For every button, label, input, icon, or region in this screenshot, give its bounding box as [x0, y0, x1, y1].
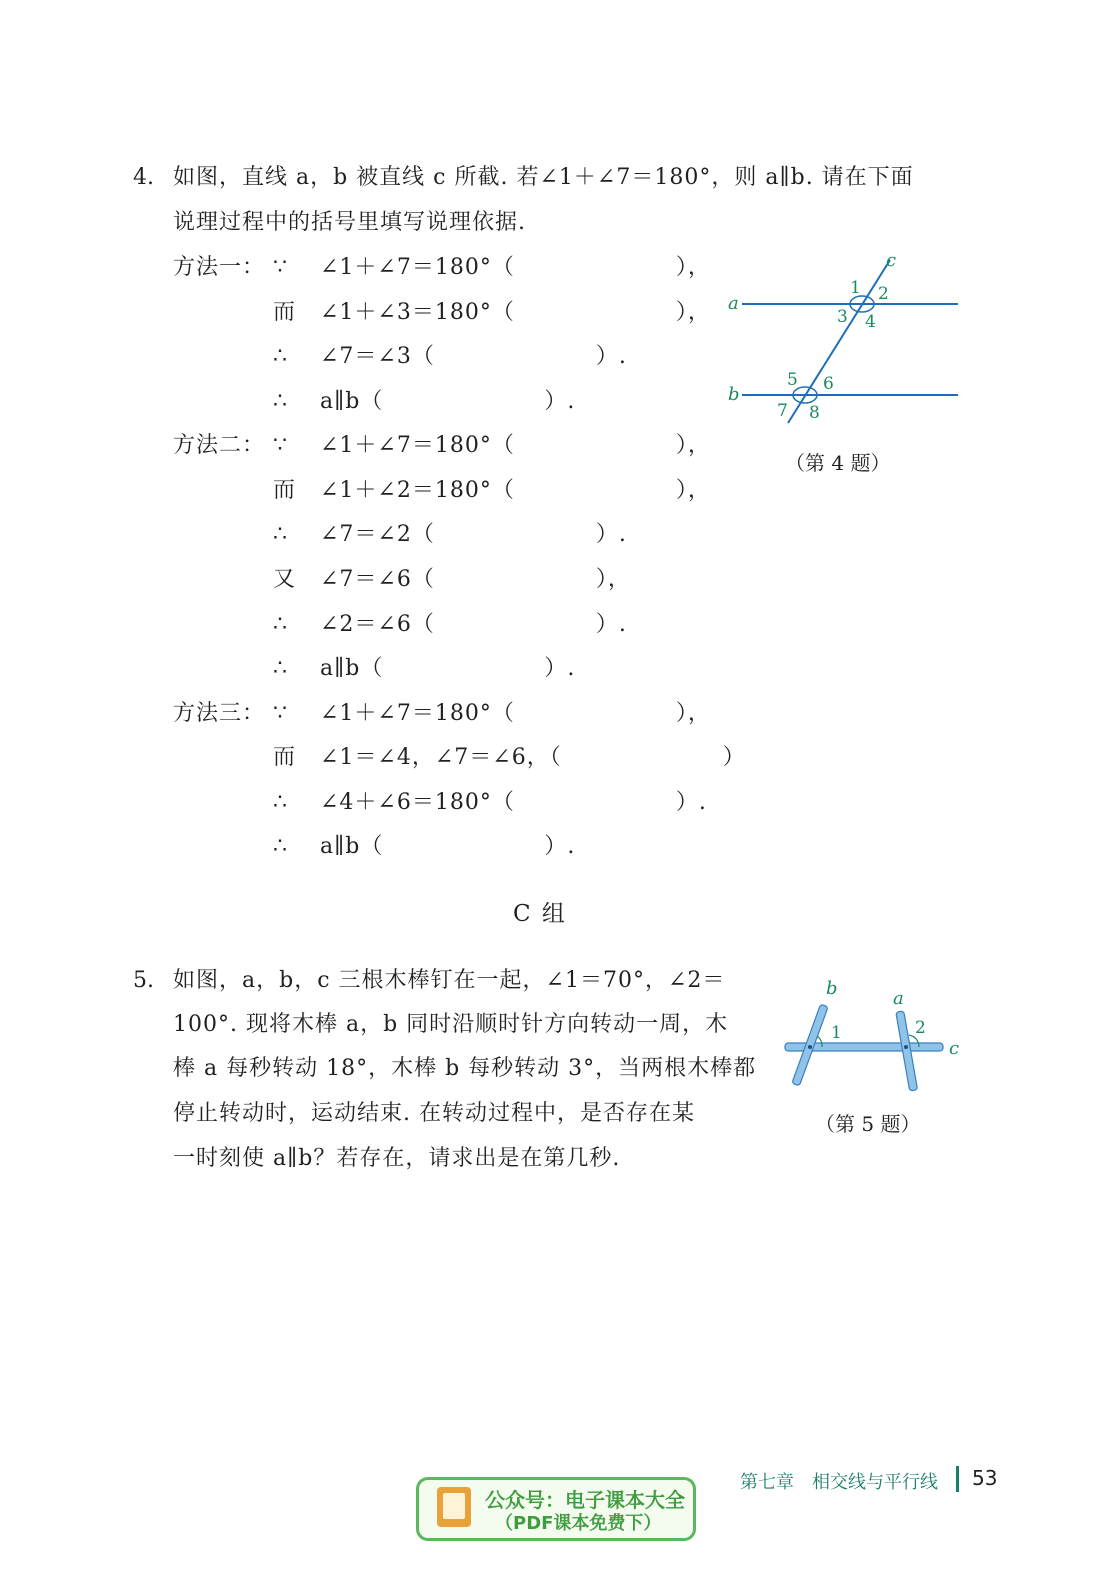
line-c [788, 260, 890, 423]
method2-row5-expr: ∠2＝∠6（ ）. [320, 612, 627, 637]
method3-row3-expr: ∠4＋∠6＝180°（ ）. [320, 790, 707, 815]
method2-label: 方法二： [173, 433, 266, 458]
angle-label-6: 6 [823, 374, 834, 394]
method3-row2-symbol: 而 [273, 745, 297, 770]
question-4-text-line1: 如图，直线 a，b 被直线 c 所截. 若∠1＋∠7＝180°，则 a∥b. 请在下面 [173, 165, 914, 190]
nail-2 [904, 1045, 908, 1049]
label-b: b [826, 978, 838, 999]
question-5-text-line1: 如图，a，b，c 三根木棒钉在一起，∠1＝70°，∠2＝ [173, 968, 726, 993]
question-5-text-line4: 停止转动时，运动结束. 在转动过程中，是否存在某 [173, 1101, 695, 1126]
method1-row4-expr: a∥b（ ）. [320, 389, 576, 414]
method2-row2-symbol: 而 [273, 478, 297, 503]
figure-5-diagram [775, 975, 975, 1095]
method2-row3-expr: ∠7＝∠2（ ）. [320, 522, 627, 547]
method1-row3-symbol: ∴ [273, 344, 288, 369]
label-b: b [728, 384, 740, 405]
method1-row3-expr: ∠7＝∠3（ ）. [320, 344, 627, 369]
method1-row1-expr: ∠1＋∠7＝180°（ ）， [320, 255, 711, 280]
method2-row3-symbol: ∴ [273, 522, 288, 547]
method2-row5-symbol: ∴ [273, 612, 288, 637]
badge-line1: 公众号：电子课本大全 [485, 1488, 685, 1512]
method2-row4-symbol: 又 [273, 567, 297, 592]
method2-row1-symbol: ∵ [273, 433, 288, 458]
angle-label-1: 1 [831, 1023, 842, 1043]
angle-label-5: 5 [787, 370, 798, 390]
label-a: a [893, 988, 904, 1009]
method1-row2-symbol: 而 [273, 300, 297, 325]
method1-row2-expr: ∠1＋∠3＝180°（ ）， [320, 300, 711, 325]
angle-label-3: 3 [837, 307, 848, 327]
question-number-4: 4. [133, 165, 154, 190]
angle-label-8: 8 [809, 403, 820, 423]
method2-row6-expr: a∥b（ ）. [320, 656, 576, 681]
method3-row1-expr: ∠1＋∠7＝180°（ ）， [320, 701, 711, 726]
label-a: a [728, 293, 739, 314]
figure-4-caption: （第 4 题） [785, 451, 891, 475]
method1-row1-symbol: ∵ [273, 255, 288, 280]
method3-row2-expr: ∠1＝∠4，∠7＝∠6，（ ） [320, 745, 746, 770]
page-number: 53 [972, 1466, 998, 1490]
figure-5-caption: （第 5 题） [815, 1112, 921, 1136]
footer-chapter-title: 第七章 相交线与平行线 [740, 1472, 938, 1493]
method3-row3-symbol: ∴ [273, 790, 288, 815]
method3-row4-symbol: ∴ [273, 834, 288, 859]
angle-label-4: 4 [865, 312, 876, 332]
question-number-5: 5. [133, 968, 154, 993]
angle-label-2: 2 [878, 284, 889, 304]
angle-label-2: 2 [915, 1018, 926, 1038]
method3-label: 方法三： [173, 701, 266, 726]
method2-row1-expr: ∠1＋∠7＝180°（ ）， [320, 433, 711, 458]
question-5-text-line5: 一时刻使 a∥b？若存在，请求出是在第几秒. [173, 1146, 621, 1171]
angle-label-7: 7 [777, 401, 788, 421]
watermark-badge [416, 1477, 696, 1541]
method3-row4-expr: a∥b（ ）. [320, 834, 576, 859]
nail-1 [808, 1045, 812, 1049]
section-heading: C 组 [513, 901, 567, 927]
question-4-text-line2: 说理过程中的括号里填写说理依据. [173, 210, 526, 235]
question-5-text-line2: 100°. 现将木棒 a，b 同时沿顺时针方向转动一周，木 [173, 1012, 729, 1037]
book-icon [437, 1487, 471, 1527]
method1-label: 方法一： [173, 255, 266, 280]
method2-row6-symbol: ∴ [273, 656, 288, 681]
label-c: c [949, 1038, 960, 1059]
figure-4-diagram [720, 245, 970, 430]
method3-row1-symbol: ∵ [273, 701, 288, 726]
angle-label-1: 1 [850, 278, 861, 298]
question-5-text-line3: 棒 a 每秒转动 18°，木棒 b 每秒转动 3°，当两根木棒都 [173, 1056, 757, 1081]
footer-divider [956, 1466, 959, 1492]
method1-row4-symbol: ∴ [273, 389, 288, 414]
badge-line2: （PDF课本免费下） [495, 1513, 662, 1534]
method2-row4-expr: ∠7＝∠6（ ）， [320, 567, 631, 592]
method2-row2-expr: ∠1＋∠2＝180°（ ）， [320, 478, 711, 503]
label-c: c [886, 250, 897, 271]
